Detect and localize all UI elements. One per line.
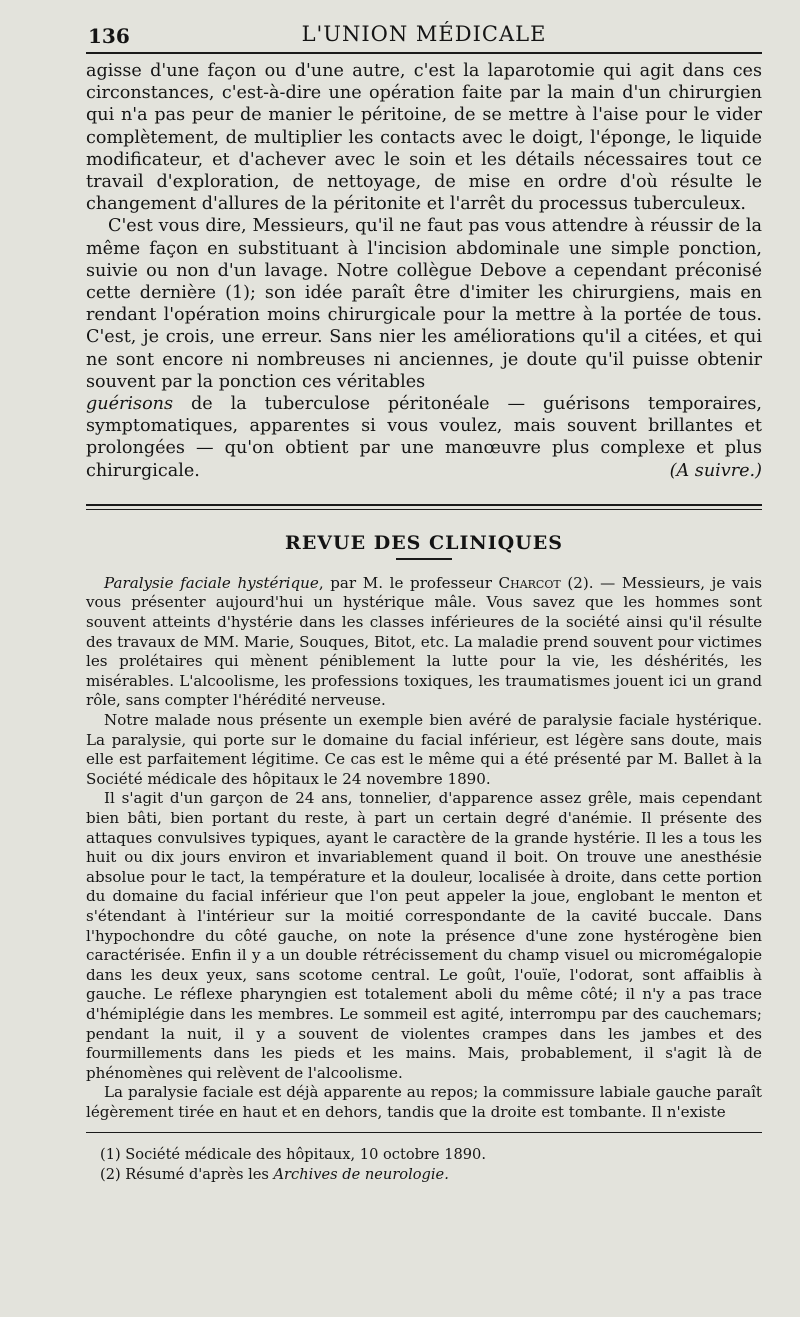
footnotes — [86, 1145, 762, 1185]
page-header — [86, 18, 762, 54]
to-be-continued: (A suivre.) — [669, 460, 762, 481]
clinic-paragraph-patient: Notre malade nous présente un exemple bien avéré de paralysie faciale hystérique. La paralysie, qui porte sur le domaine du facial inférieur, est légère sans doute, mais elle est parfaitement légitime. Ce cas est le même qui a été présenté par M. Ballet à la Société médicale des hôpitaux le 24 novembre 1890. — [86, 711, 762, 788]
paragraph-guerisons — [86, 393, 762, 482]
footnote-1: (1) Société médicale des hôpitaux, 10 octobre 1890. — [100, 1146, 486, 1164]
paragraph-continuation: agisse d'une façon ou d'une autre, c'est la laparotomie qui agit dans ces circonstances, c'est-à-dire une opération faite par la main d'un chirurgien qui n'a pas peur de manier le péritoine, de se mettre à l'aise pour le vider complètement, de multiplier les contacts avec le doigt, l'éponge, le liquide modificateur, et d'achever avec le soin et les détails nécessaires tout ce travail d'exploration, de nettoyage, de mise en ordre d'où résulte le changement d'allures de la péritonite et l'arrêt du processus tuberculeux. — [86, 61, 762, 215]
section-heading: REVUE DES CLINIQUES — [285, 531, 563, 554]
clinic-title: Paralysie faciale hystérique — [104, 573, 319, 592]
footnote-2 — [86, 1165, 762, 1185]
paragraph-guerisons-text: de la tuberculose péritonéale — guérisons temporaires, symptomatiques, apparentes si vous voulez, mais souvent brillantes et prolongées — qu'on obtient par une manœuvre plus complexe et plus chirurgicale. — [86, 394, 762, 481]
clinic-lead-paragraph — [86, 574, 762, 711]
heading-rule — [396, 558, 452, 560]
clinic-paragraph-case: Il s'agit d'un garçon de 24 ans, tonnelier, d'apparence assez grêle, mais cependant bien bâti, bien portant du reste, à part un certain degré d'anémie. Il présente des attaques convulsives typiques, ayant le caractère de la grande hystérie. Il les a tous les huit ou dix jours environ et invariablement quand il boit. On trouve une anesthésie absolue pour le tact, la température et la douleur, localisée à droite, dans cette portion du domaine du facial inférieur que l'on peut appeler la joue, englobant le menton et s'étendant à l'intérieur sur la moitié correspondante de la cavité buccale. Dans l'hypochondre du côté gauche, on note la présence d'une zone hystérogène bien caractérisée. Enfin il y a un double rétrécissement du champ visuel ou micromégalopie dans les deux yeux, sans scotome central. Le goût, l'ouïe, l'odorat, sont affaiblis à gauche. Le réflexe pharyngien est totalement aboli du même côté; il n'y a pas trace d'hémiplégie dans les membres. Le sommeil est agité, interrompu par des cauchemars; pendant la nuit, il y a souvent de violentes crampes dans les jambes et des fourmillements dans les pieds et les mains. Mais, probablement, il s'agit là de phénomènes qui relèvent de l'alcoolisme. — [86, 789, 762, 1082]
section-divider — [86, 504, 762, 510]
running-title: L'UNION MÉDICALE — [301, 22, 547, 46]
page-number: 136 — [88, 24, 130, 48]
clinic-paragraph-paralysis: La paralysie faciale est déjà apparente au repos; la commissure labiale gauche paraît légèrement tirée en haut et en dehors, tandis que la droite est tombante. Il n'existe — [86, 1083, 762, 1121]
footnote-2-source: Archives de neurologie. — [273, 1166, 449, 1184]
clinic-by: , par M. le professeur — [318, 573, 499, 592]
footnote-2-text: (2) Résumé d'après les — [100, 1166, 274, 1184]
clinic-author: Charcot — [498, 573, 561, 592]
footnote-divider — [86, 1132, 762, 1133]
emphasis-guerisons: guérisons — [86, 394, 174, 415]
paragraph-ponction: C'est vous dire, Messieurs, qu'il ne faut pas vous attendre à réussir de la même façon en substituant à l'incision abdominale une simple ponction, suivie ou non d'un lavage. Notre collègue Debove a cependant préconisé cette dernière (1); son idée paraît être d'imiter les chirurgiens, mais en rendant l'opération moins chirurgicale pour la mettre à la portée de tous. C'est, je crois, une erreur. Sans nier les améliorations qu'il a citées, et qui ne sont encore ni nombreuses ni anciennes, je doute qu'il puisse obtenir souvent par la ponction ces véritables — [86, 216, 762, 392]
clinic-lead-text: (2). — Messieurs, je vais vous présenter aujourd'hui un hystérique mâle. Vous savez que les hommes sont souvent atteints d'hystérie dans les classes inférieures de la société ainsi qu'il résulte des travaux de MM. Marie, Souques, Bitot, etc. La maladie prend souvent pour victimes les prolétaires qui mènent péniblement la lutte pour la vie, les déshérités, les misérables. L'alcoolisme, les professions toxiques, les traumatismes jouent ici un grand rôle, sans compter l'hérédité nerveuse. — [86, 573, 762, 710]
